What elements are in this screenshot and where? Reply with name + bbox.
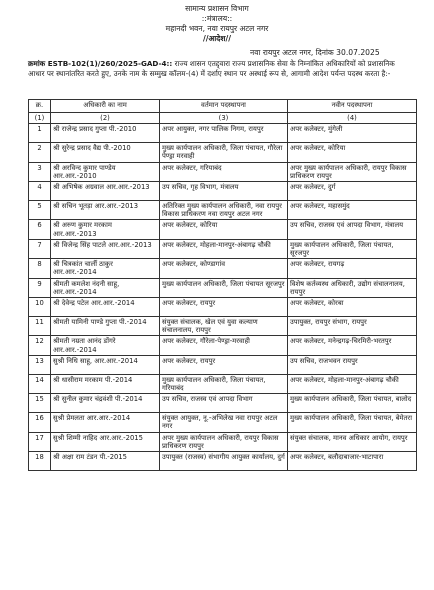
- serial-cell: 11: [29, 317, 51, 336]
- table-row: [29, 413, 417, 432]
- current-posting-cell: संयुक्त संचालक, खेल एवं युवा कल्याण संचालनालय, रायपुर: [160, 317, 288, 336]
- new-posting-cell: उप सचिव, राजस्व एवं आपदा विभाग, मंत्रालय: [288, 220, 417, 239]
- new-posting-cell: अपर कलेक्टर, बलौदाबाजार-भाटापारा: [288, 452, 417, 471]
- officer-name-cell: श्री अभिषेक अग्रवाल आर.आर.-2013: [51, 182, 160, 201]
- table-row: [29, 162, 417, 181]
- officer-name-cell: श्री राजेन्द्र प्रसाद गुप्ता पी.-2010: [51, 124, 160, 143]
- table-row: [29, 452, 417, 471]
- header-serial: क्र.: [29, 100, 51, 113]
- order-title: //आदेश//: [202, 34, 232, 43]
- table-row: [29, 239, 417, 258]
- officer-name-cell: सुश्री शिम्मी नाहिद आर.आर.-2015: [51, 432, 160, 451]
- new-posting-cell: अपर कलेक्टर, कोरिया: [288, 143, 417, 162]
- officer-name-cell: श्री देवेन्द्र पटेल आर.आर.-2014: [51, 298, 160, 317]
- new-posting-cell: मुख्य कार्यपालन अधिकारी, जिला पंचायत, सूरजपुर: [288, 239, 417, 258]
- new-posting-cell: संयुक्त संचालक, मानव अधिकार आयोग, रायपुर: [288, 432, 417, 451]
- current-posting-cell: अपर कलेक्टर, कोरिया: [160, 220, 288, 239]
- date-line: नवा रायपुर अटल नगर, दिनांक 30.07.2025: [250, 48, 380, 57]
- new-posting-cell: उप सचिव, राजभवन रायपुर: [288, 355, 417, 374]
- serial-cell: 8: [29, 259, 51, 278]
- serial-cell: 18: [29, 452, 51, 471]
- current-posting-cell: मुख्य कार्यपालन अधिकारी, जिला पंचायत, गौरेला पेण्ड्रा मरवाही: [160, 143, 288, 162]
- new-posting-cell: अपर कलेक्टर, कोरबा: [288, 298, 417, 317]
- table-row: [29, 143, 417, 162]
- officer-name-cell: श्री धासीराम मरकाम पी.-2014: [51, 374, 160, 393]
- new-posting-cell: अपर कलेक्टर, महासमुंद: [288, 201, 417, 220]
- table-row: [29, 374, 417, 393]
- current-posting-cell: उप सचिव, राजस्व एवं आपदा विभाग: [160, 394, 288, 413]
- current-posting-cell: अपर कलेक्टर, कोण्डागांव: [160, 259, 288, 278]
- current-posting-cell: अपर कलेक्टर, गरियाबंद: [160, 162, 288, 181]
- table-row: [29, 259, 417, 278]
- current-posting-cell: अपर कलेक्टर, गौरेला-पेण्ड्रा-मरवाही: [160, 336, 288, 355]
- serial-cell: 14: [29, 374, 51, 393]
- order-paragraph: [28, 59, 413, 79]
- officer-name-cell: सुश्री निधि साहू, आर.आर.-2014: [51, 355, 160, 374]
- office-address: महानदी भवन, नवा रायपुर अटल नगर: [165, 24, 269, 33]
- serial-cell: 3: [29, 162, 51, 181]
- table-row: [29, 336, 417, 355]
- table-header-row: [29, 100, 417, 113]
- officer-name-cell: श्री सुनील कुमार चंद्रवंशी पी.-2014: [51, 394, 160, 413]
- current-posting-cell: अपर कलेक्टर, मोहला-मानपुर-अंबागढ़ चौकी: [160, 239, 288, 258]
- officer-name-cell: श्रीमती यामिनी पाण्डे गुप्ता पी.-2014: [51, 317, 160, 336]
- new-posting-cell: अपर मुख्य कार्यपालन अधिकारी, रायपुर विकास प्राधिकरण रायपुर: [288, 162, 417, 181]
- transfer-table: [28, 99, 417, 471]
- header-new-posting: नवीन पदस्थापना: [288, 100, 417, 113]
- serial-cell: 15: [29, 394, 51, 413]
- officer-name-cell: श्री विजेन्द्र सिंह पाटले आर.आर.-2013: [51, 239, 160, 258]
- table-row: [29, 220, 417, 239]
- current-posting-cell: अतिरिक्त मुख्य कार्यपालन अधिकारी, नवा रायपुर विकास प्राधिकरण नवा रायपुर अटल नगर: [160, 201, 288, 220]
- table-row: [29, 394, 417, 413]
- new-posting-cell: अपर कलेक्टर, मुंगेली: [288, 124, 417, 143]
- current-posting-cell: उप सचिव, गृह विभाग, मंत्रालय: [160, 182, 288, 201]
- table-index-row: [29, 113, 417, 124]
- current-posting-cell: अपर कलेक्टर, रायपुर: [160, 355, 288, 374]
- serial-cell: 16: [29, 413, 51, 432]
- current-posting-cell: मुख्य कार्यपालन अधिकारी, जिला पंचायत सूरजपुर: [160, 278, 288, 297]
- table-row: [29, 182, 417, 201]
- table-row: [29, 317, 417, 336]
- serial-cell: 13: [29, 355, 51, 374]
- current-posting-cell: उपायुक्त (राजस्व) संभागीय आयुक्त कार्यालय, दुर्ग: [160, 452, 288, 471]
- current-posting-cell: अपर मुख्य कार्यपालन अधिकारी, रायपुर विकास प्राधिकरण रायपुर: [160, 432, 288, 451]
- index-cell: (2): [51, 113, 160, 124]
- new-posting-cell: अपर कलेक्टर, रायगढ़: [288, 259, 417, 278]
- new-posting-cell: मुख्य कार्यपालन अधिकारी, जिला पंचायत, बालोद: [288, 394, 417, 413]
- serial-cell: 10: [29, 298, 51, 317]
- serial-cell: 9: [29, 278, 51, 297]
- order-text: राज्य शासन एतद्द्वारा राज्य प्रशासनिक सेवा के निम्नांकित अधिकारियों को प्रशासनिक आधार पर स्थानांतरित करते हुए, उनके नाम के सम्मुख कॉलम-(4) में दर्शाए स्थान पर अस्थाई रूप से, आगामी आदेश पर्यन्त पदस्थ करता है:-: [28, 59, 395, 78]
- officer-name-cell: श्रीमती नम्रता आनंद डोंगरे आर.आर.-2014: [51, 336, 160, 355]
- current-posting-cell: संयुक्त आयुक्त, नू.-अभिलेख नवा रायपुर अटल नगर: [160, 413, 288, 432]
- officer-name-cell: श्री सुरेन्द्र प्रसाद वैद्य पी.-2010: [51, 143, 160, 162]
- table-row: [29, 355, 417, 374]
- serial-cell: 6: [29, 220, 51, 239]
- serial-cell: 12: [29, 336, 51, 355]
- new-posting-cell: मुख्य कार्यपालन अधिकारी, जिला पंचायत, बेमेतरा: [288, 413, 417, 432]
- document-header: [0, 0, 434, 44]
- new-posting-cell: अपर कलेक्टर, मोहला-मानपुर-अंबागढ़ चौकी: [288, 374, 417, 393]
- current-posting-cell: मुख्य कार्यपालन अधिकारी, जिला पंचायत, गरियाबंद: [160, 374, 288, 393]
- officer-name-cell: श्री अरविन्द कुमार पाण्डेय आर.आर.-2010: [51, 162, 160, 181]
- officer-name-cell: श्री अरुण कुमार मरकाम आर.आर.-2013: [51, 220, 160, 239]
- officer-name-cell: श्री चित्रकांत चार्ली ठाकुर आर.आर.-2014: [51, 259, 160, 278]
- officer-name-cell: श्री अक्षा राम टंडन पी.-2015: [51, 452, 160, 471]
- reference-number: क्रमांक ESTB-102(1)/260/2025-GAD-4::: [28, 59, 173, 68]
- department-name: सामान्य प्रशासन विभाग: [185, 4, 249, 13]
- index-cell: (1): [29, 113, 51, 124]
- new-posting-cell: उपायुक्त, रायपुर संभाग, रायपुर: [288, 317, 417, 336]
- table-row: [29, 124, 417, 143]
- index-cell: (3): [160, 113, 288, 124]
- current-posting-cell: अपर कलेक्टर, रायपुर: [160, 298, 288, 317]
- serial-cell: 1: [29, 124, 51, 143]
- header-officer-name: अधिकारी का नाम: [51, 100, 160, 113]
- ministry-name: ::मंत्रालय::: [201, 14, 233, 23]
- new-posting-cell: अपर कलेक्टर, दुर्ग: [288, 182, 417, 201]
- table-row: [29, 201, 417, 220]
- officer-name-cell: सुश्री प्रेमलता आर.आर.-2014: [51, 413, 160, 432]
- new-posting-cell: विशेष कर्तव्यस्थ अधिकारी, उद्योग संचालनालय, रायपुर: [288, 278, 417, 297]
- table-row: [29, 432, 417, 451]
- header-current-posting: वर्तमान पदस्थापना: [160, 100, 288, 113]
- serial-cell: 2: [29, 143, 51, 162]
- table-row: [29, 278, 417, 297]
- serial-cell: 5: [29, 201, 51, 220]
- serial-cell: 7: [29, 239, 51, 258]
- index-cell: (4): [288, 113, 417, 124]
- serial-cell: 17: [29, 432, 51, 451]
- officer-name-cell: श्री सचिन भूतड़ा आर.आर.-2013: [51, 201, 160, 220]
- current-posting-cell: अपर आयुक्त, नगर पालिक निगम, रायपुर: [160, 124, 288, 143]
- table-row: [29, 298, 417, 317]
- serial-cell: 4: [29, 182, 51, 201]
- new-posting-cell: अपर कलेक्टर, मनेन्द्रगढ़-चिरमिरी-भरतपुर: [288, 336, 417, 355]
- officer-name-cell: श्रीमती कमलेश नंदनी साहू, आर.आर.-2014: [51, 278, 160, 297]
